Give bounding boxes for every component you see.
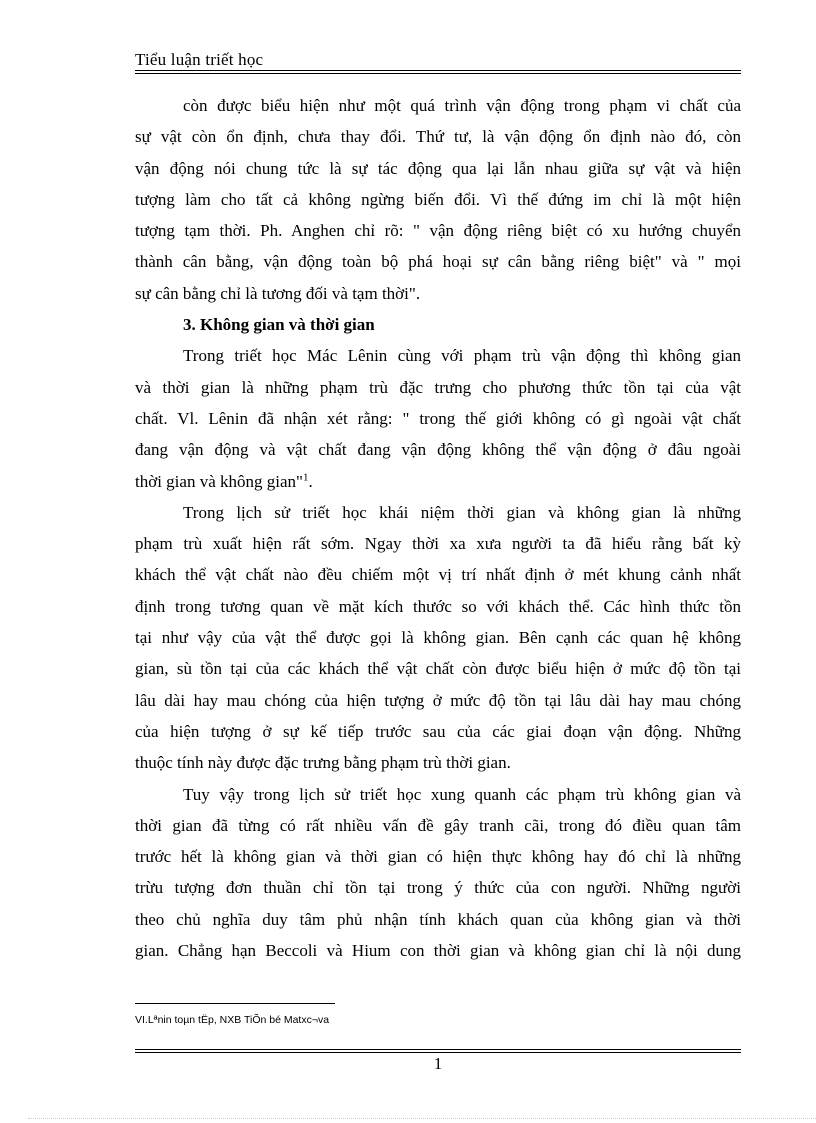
body-line	[135, 278, 741, 309]
body-line-text: chất. Vl. Lênin đã nhận xét rằng: " trong thế giới không có gì ngoài vật chất	[135, 408, 741, 428]
body-line-text: lâu dài hay mau chóng của hiện tượng ở mức độ tồn tại lâu dài hay mau chóng	[135, 690, 741, 710]
body-line-text: phạm trù xuất hiện rất sớm. Ngay thời xa xưa người ta đã hiểu rằng bất kỳ	[135, 534, 741, 554]
body-line	[135, 121, 741, 152]
body-line	[135, 466, 741, 497]
body-line	[135, 434, 741, 465]
body-line-text: trước hết là không gian và thời gian có hiện thực không hay đó chỉ là những	[135, 847, 741, 867]
footnote-separator	[135, 1003, 335, 1004]
body-line	[135, 215, 741, 246]
footnote-reference: 1	[302, 470, 309, 483]
body-line	[135, 559, 741, 590]
body-line-punctuation: .	[308, 471, 313, 491]
footnote-text: VI.Lªnin toµn tËp, NXB TiÕn bé Matxc¬va	[135, 1014, 330, 1026]
body-line-text: Trong lịch sử triết học khái niệm thời gian và không gian là những	[183, 502, 741, 522]
body-line-text: tượng làm cho tất cả không ngừng biến đổi. Vì thế đứng im chỉ là một hiện	[135, 189, 741, 209]
body-line-text: thành cân bằng, vận động toàn bộ phá hoại sự cân bằng riêng biệt" và " mọi	[135, 252, 741, 272]
body-line	[135, 403, 741, 434]
body-line	[135, 779, 741, 810]
footer-rule-thin	[135, 1049, 741, 1050]
body-line-text: tượng tạm thời. Ph. Anghen chỉ rõ: " vận động riêng biệt có xu hướng chuyển	[135, 221, 741, 241]
body-line-text: gian, sù tồn tại của các khách thể vật chất còn được biểu hiện ở mức độ tồn tại	[135, 659, 741, 679]
section-heading	[135, 309, 741, 340]
body-text	[135, 90, 741, 966]
body-line-text: sự vật còn ổn định, chưa thay đổi. Thứ tư, là vận động ổn định nào đó, còn	[135, 127, 741, 147]
body-line	[135, 716, 741, 747]
body-line-text: của hiện tượng ở sự kế tiếp trước sau của các giai đoạn vận động. Những	[135, 721, 741, 741]
body-line-text: sự cân bằng chỉ là tương đối và tạm thời".	[135, 283, 421, 303]
page-number: 1	[433, 1054, 443, 1073]
body-line	[135, 685, 741, 716]
body-line-text: Tuy vậy trong lịch sử triết học xung quanh các phạm trù không gian và	[183, 784, 741, 804]
footer-rule-thick	[135, 1052, 741, 1053]
body-line	[135, 653, 741, 684]
header-rule-thin	[135, 73, 741, 74]
body-line-text: đang vận động và vật chất đang vận động không thể vận động ở đâu ngoài	[135, 440, 741, 460]
body-line	[135, 153, 741, 184]
body-line	[135, 904, 741, 935]
body-line-text: gian. Chẳng hạn Beccoli và Hium con thời gian và không gian chỉ là nội dung	[135, 941, 741, 961]
body-line-text: Trong triết học Mác Lênin cùng với phạm trù vận động thì không gian	[183, 346, 741, 366]
body-line	[135, 810, 741, 841]
body-line	[135, 497, 741, 528]
body-line	[135, 340, 741, 371]
body-line-text: thời gian đã từng có rất nhiều vấn đề gây tranh cãi, trong đó điều quan tâm	[135, 815, 741, 835]
body-line-text: và thời gian là những phạm trù đặc trưng cho phương thức tồn tại của vật	[135, 377, 741, 397]
body-line	[135, 747, 741, 778]
body-line-text: thời gian và không gian"	[135, 471, 303, 491]
page-header-title: Tiểu luận triết học	[135, 50, 264, 69]
body-line-text: định trong tương quan về mặt kích thước so với khách thể. Các hình thức tồn	[135, 596, 741, 616]
body-line	[135, 591, 741, 622]
body-line-text: 3. Không gian và thời gian	[183, 315, 375, 335]
body-line-text: thuộc tính này được đặc trưng bằng phạm trù thời gian.	[135, 753, 511, 773]
body-line	[135, 90, 741, 121]
body-line	[135, 622, 741, 653]
header-rule-thick	[135, 70, 741, 71]
body-line	[135, 528, 741, 559]
body-line-text: còn được biểu hiện như một quá trình vận động trong phạm vi chất của	[183, 96, 741, 115]
body-line	[135, 935, 741, 966]
body-line	[135, 184, 741, 215]
body-line	[135, 872, 741, 903]
body-line-text: trừu tượng đơn thuần chỉ tồn tại trong ý thức của con người. Những người	[135, 878, 741, 898]
body-line-text: theo chủ nghĩa duy tâm phủ nhận tính khách quan của không gian và thời	[135, 909, 741, 929]
body-line	[135, 841, 741, 872]
body-line-text: vận động nói chung tức là sự tác động qua lại lẫn nhau giữa sự vật và hiện	[135, 158, 741, 178]
body-line-text: khách thể vật chất nào đều chiếm một vị trí nhất định ở mét khung cảnh nhất	[135, 565, 741, 585]
body-line	[135, 246, 741, 277]
body-line-text: tại như vậy của vật thể được gọi là không gian. Bên cạnh các quan hệ không	[135, 628, 741, 648]
page-edge	[28, 1118, 816, 1119]
body-line	[135, 372, 741, 403]
